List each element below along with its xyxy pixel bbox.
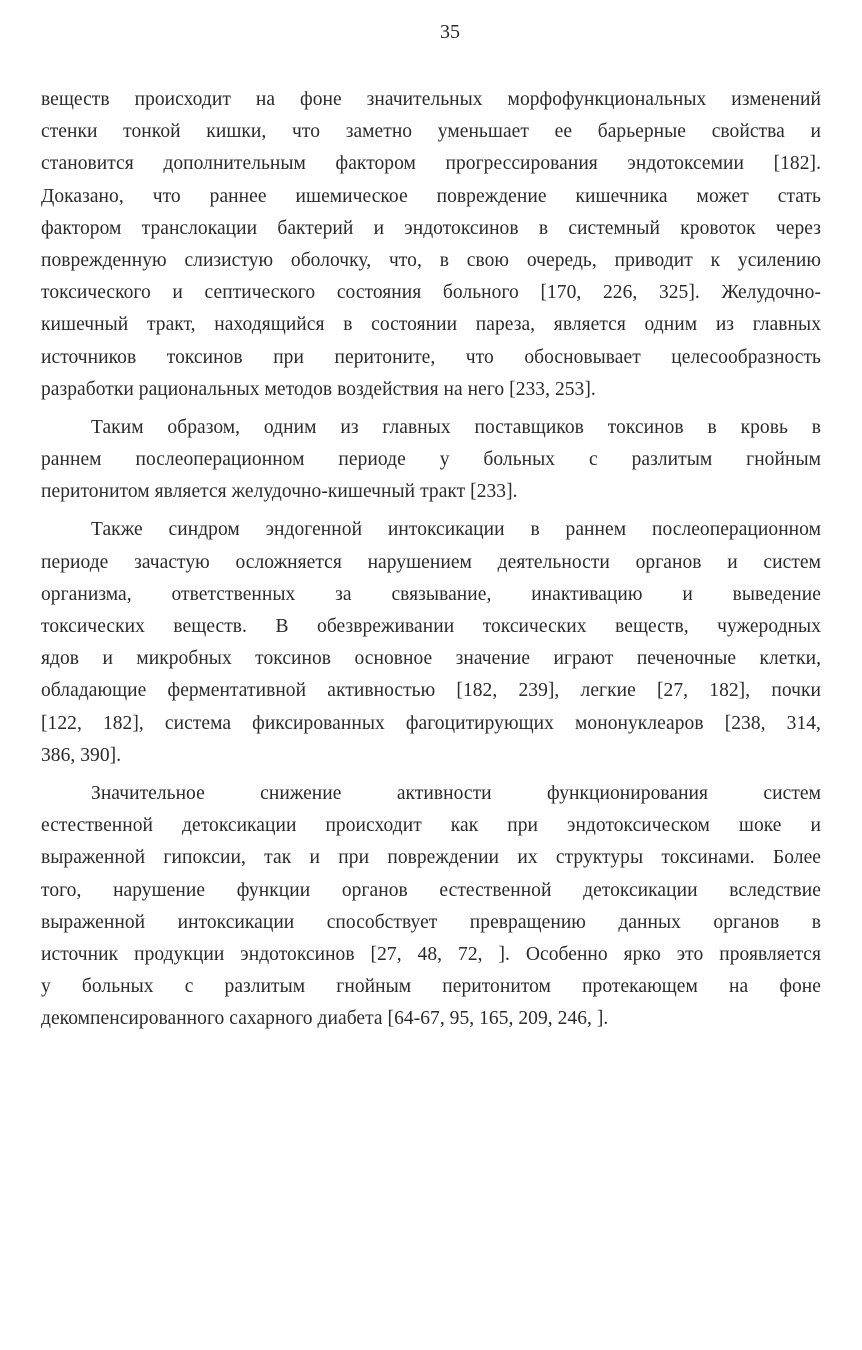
text-line: раннем послеоперационном периоде у больных с разлитым гнойным [41, 449, 821, 471]
text-line: декомпенсированного сахарного диабета [64-67, 95, 165, 209, 246, ]. [41, 1008, 609, 1030]
text-line: того, нарушение функции органов естественной детоксикации вследствие [41, 879, 821, 901]
paragraph-2 [41, 412, 821, 509]
text-line: организма, ответственных за связывание, инактивацию и выведение [41, 583, 821, 605]
text-line: естественной детоксикации происходит как при эндотоксическом шоке и [41, 815, 821, 837]
text-line: Доказано, что раннее ишемическое повреждение кишечника может стать [41, 185, 821, 207]
body-text [41, 84, 821, 1035]
text-line: токсического и септического состояния больного [170, 226, 325]. Желудочно- [41, 282, 821, 304]
text-line: стенки тонкой кишки, что заметно уменьшает ее барьерные свойства и [41, 121, 821, 143]
text-line: выраженной интоксикации способствует превращению данных органов в [41, 911, 821, 933]
paragraph-1 [41, 84, 821, 406]
text-line: обладающие ферментативной активностью [182, 239], легкие [27, 182], почки [41, 680, 821, 702]
page-number: 35 [440, 21, 460, 43]
paragraph-4 [41, 778, 821, 1036]
paragraph-3 [41, 514, 821, 772]
text-line: ядов и микробных токсинов основное значение играют печеночные клетки, [41, 648, 821, 670]
text-line: 386, 390]. [41, 744, 122, 766]
text-line: кишечный тракт, находящийся в состоянии пареза, является одним из главных [41, 314, 821, 336]
text-line: токсических веществ. В обезвреживании токсических веществ, чужеродных [41, 616, 821, 637]
text-line: Значительное снижение активности функционирования систем [91, 782, 821, 804]
text-line: [122, 182], система фиксированных фагоцитирующих мононуклеаров [238, 314, [41, 712, 821, 734]
text-line: перитонитом является желудочно-кишечный тракт [233]. [41, 481, 518, 503]
text-line: становится дополнительным фактором прогрессирования эндотоксемии [182]. [41, 153, 821, 175]
text-line: веществ происходит на фоне значительных морфофункциональных изменений [41, 89, 821, 110]
text-line: выраженной гипоксии, так и при повреждении их структуры токсинами. Более [41, 847, 821, 869]
text-line: у больных с разлитым гнойным перитонитом протекающем на фоне [41, 976, 821, 998]
text-line: разработки рациональных методов воздействия на него [233, 253]. [41, 378, 596, 400]
text-line: фактором транслокации бактерий и эндотоксинов в системный кровоток через [41, 217, 821, 239]
text-line: источников токсинов при перитоните, что обосновывает целесообразность [41, 346, 821, 368]
text-line: периоде зачастую осложняется нарушением деятельности органов и систем [41, 551, 821, 573]
text-line: источник продукции эндотоксинов [27, 48, 72, ]. Особенно ярко это проявляется [41, 943, 821, 965]
text-line: Также синдром эндогенной интоксикации в раннем послеоперационном [91, 519, 821, 541]
text-line: поврежденную слизистую оболочку, что, в свою очередь, приводит к усилению [41, 249, 821, 271]
text-line: Таким образом, одним из главных поставщиков токсинов в кровь в [91, 416, 821, 438]
